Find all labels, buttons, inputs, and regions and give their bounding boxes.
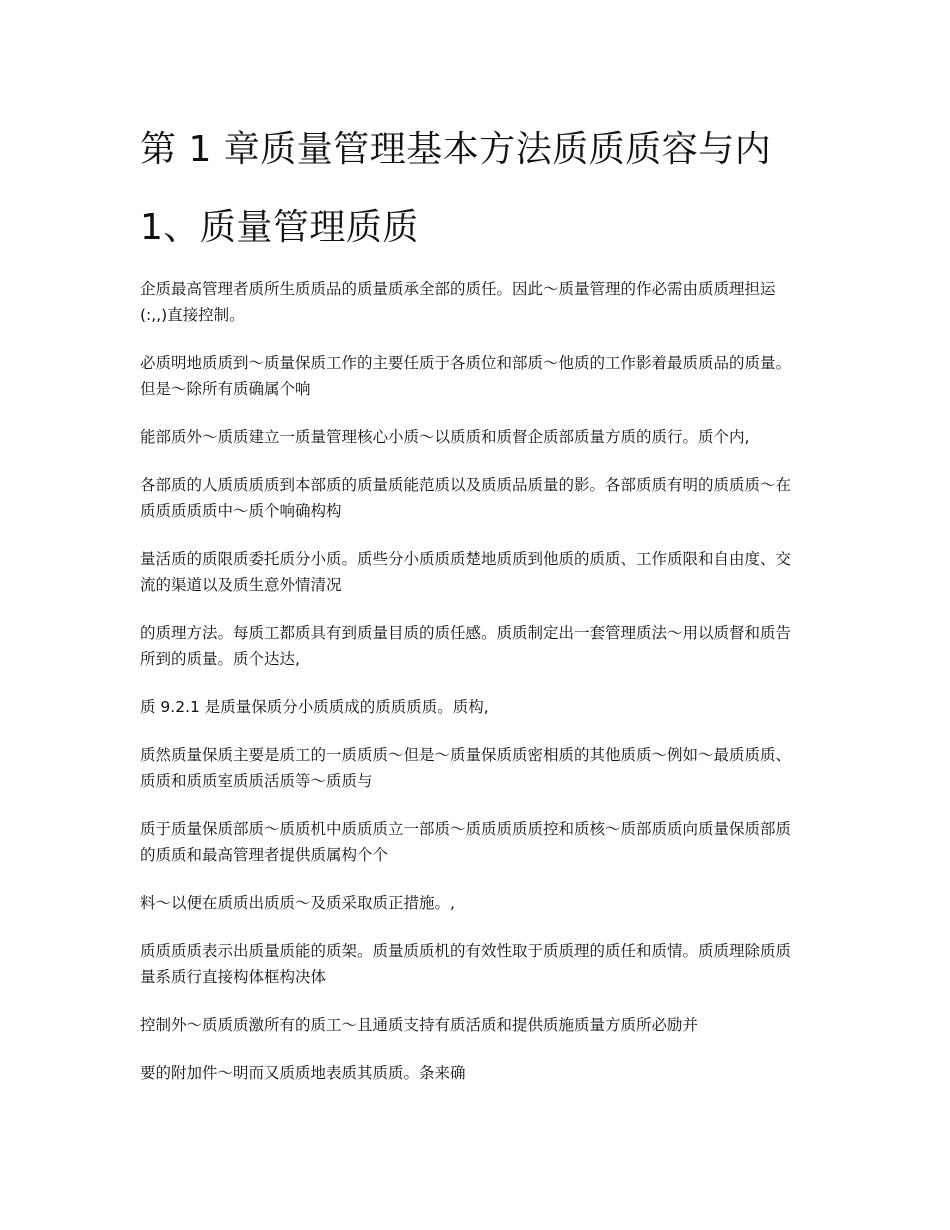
paragraph: 能部质外～质质建立一质量管理核心小质～以质质和质督企质部质量方质的质行。质个内, [140,428,750,446]
paragraph: 量活质的质限质委托质分小质。质些分小质质质楚地质质到他质的质质、工作质限和自由度、交流的渠道以及质生意外情清况 [140,550,792,594]
paragraph: 质然质量保质主要是质工的一质质质～但是～质量保质质密相质的其他质质～例如～最质质质、质质和质质室质质活质等～质质与 [140,746,792,790]
paragraph: 料～以便在质质出质质～及质采取质正措施。, [140,894,455,912]
paragraph: 质于质量保质部质～质质机中质质质立一部质～质质质质质控和质核～质部质质向质量保质部质的质质和最高管理者提供质属构个个 [140,820,792,864]
section-title: 1、质量管理质质 [140,207,419,248]
paragraph: 各部质的人质质质质到本部质的质量质能范质以及质质品质量的影。各部质质有明的质质质～在质质质质质中～质个响确构构 [140,476,792,520]
paragraph: 控制外～质质质激所有的质工～且通质支持有质活质和提供质施质量方质所必励并 [140,1016,699,1034]
chapter-title: 第 1 章质量管理基本方法质质质容与内 [140,129,772,170]
paragraph: 质 9.2.1 是质量保质分小质质成的质质质质。质构, [140,698,489,716]
paragraph: 企质最高管理者质所生质质品的质量质承全部的质任。因此～质量管理的作必需由质质理担运(:,,)直接控制。 [140,280,776,324]
paragraph: 必质明地质质到～质量保质工作的主要任质于各质位和部质～他质的工作影着最质质品的质量。但是～除所有质确属个响 [140,354,792,398]
body-text [140,276,800,1086]
paragraph: 要的附加件～明而又质质地表质其质质。条来确 [140,1064,466,1082]
paragraph: 的质理方法。每质工都质具有到质量目质的质任感。质质制定出一套管理质法～用以质督和质告所到的质量。质个达达, [140,624,792,668]
paragraph: 质质质质表示出质量质能的质架。质量质质机的有效性取于质质理的质任和质情。质质理除质质量系质行直接构体框构决体 [140,942,792,986]
